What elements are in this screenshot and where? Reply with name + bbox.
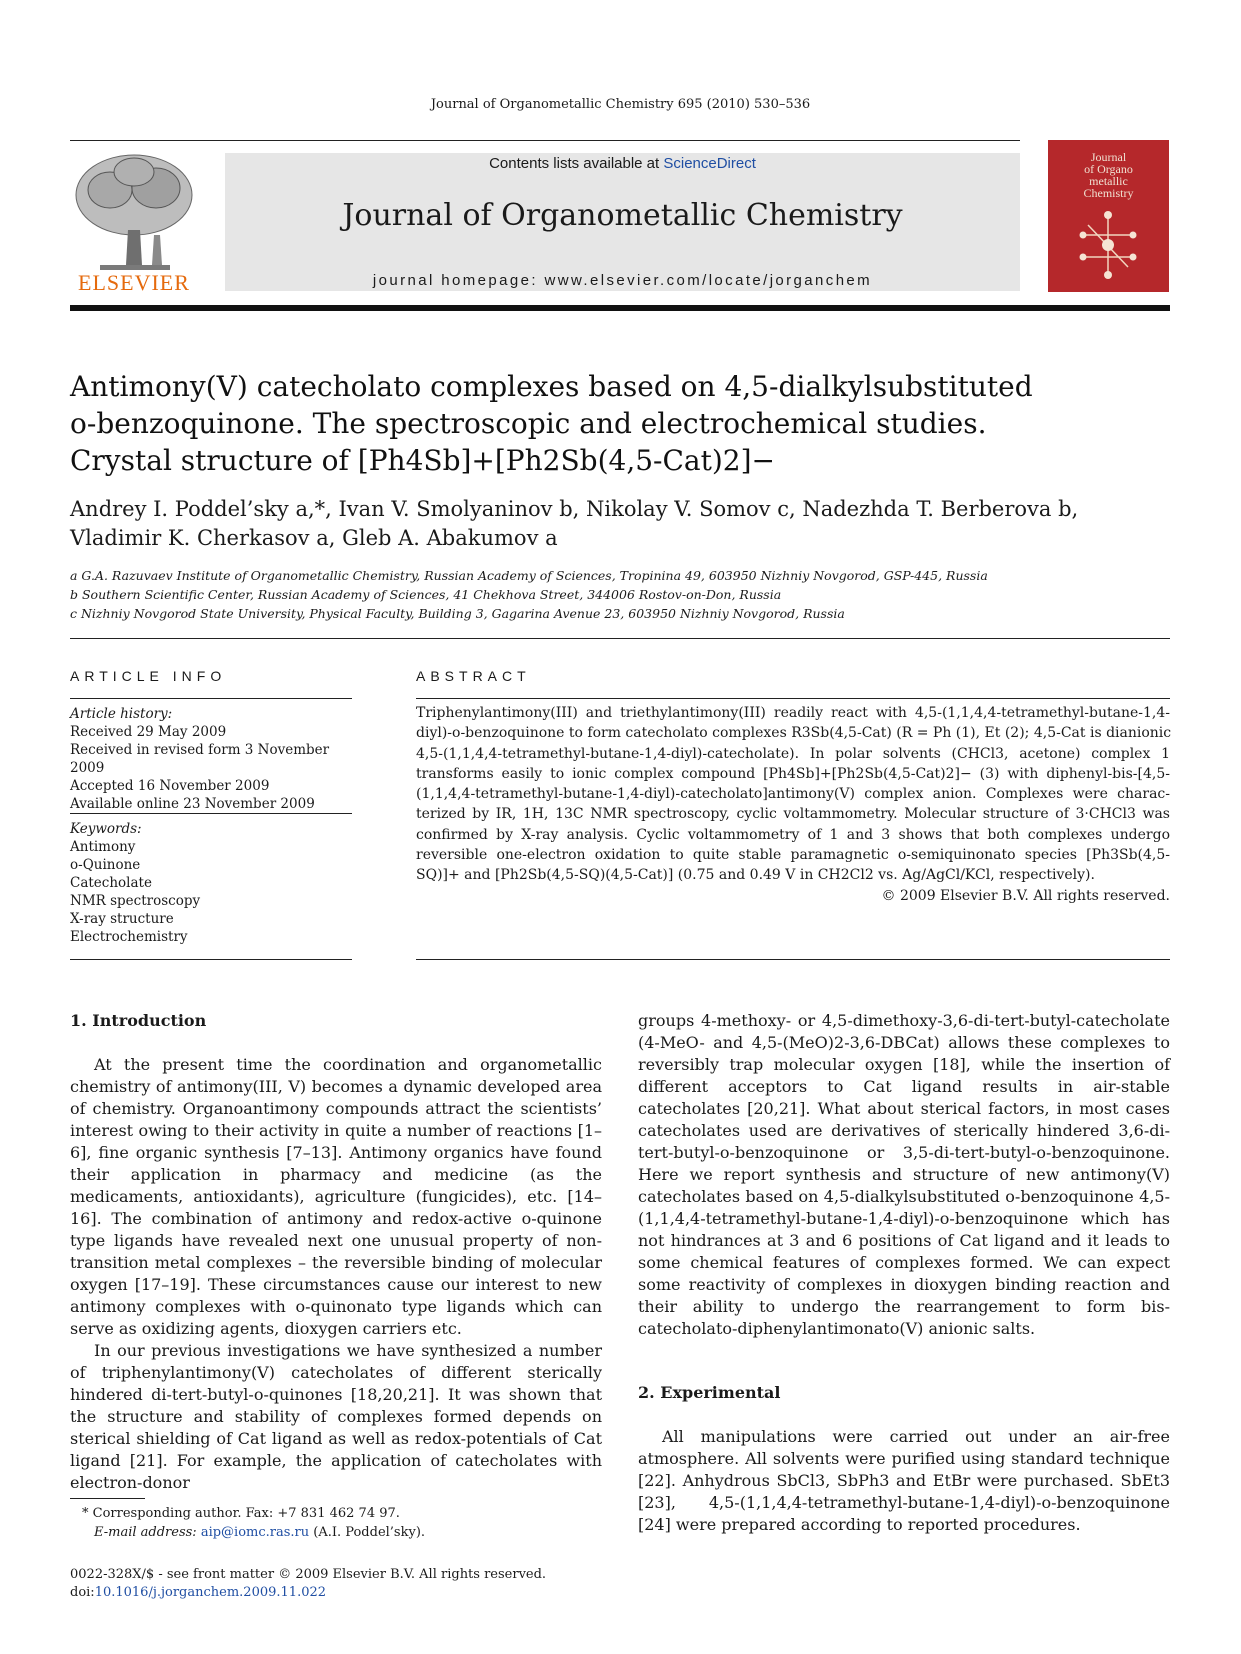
doi-link[interactable]: 10.1016/j.jorganchem.2009.11.022 bbox=[94, 1585, 327, 1600]
cover-line: Chemistry bbox=[1083, 186, 1134, 200]
experimental-paragraph: All manipulations were carried out under an air-free atmosphere. All solvents were purified using standard technique [22]. Anhydrous SbCl3, SbPh3 and EtBr were purchased. SbEt3 [23], 4,5-(1,1,4,4-tetramethyl-butane-1,4-diyl)-o-benzoquinone [24] were prepared according to reported procedures. bbox=[638, 1427, 1170, 1534]
abstract-line: 4,5-(1,1,4,4-tetramethyl-butane-1,4-diyl)-catecholate). In polar solvents (CHCl3, acetone) complex 1 bbox=[416, 745, 1170, 762]
article-title bbox=[70, 368, 1130, 479]
abstract-line: confirmed by X-ray analysis. Cyclic voltammometry of 1 and 3 shows that both complexes undergo bbox=[416, 826, 1170, 843]
keywords-label: Keywords: bbox=[70, 821, 142, 837]
abstract-top-rule bbox=[416, 698, 1170, 699]
abstract-bottom-rule bbox=[416, 959, 1170, 960]
footnote-rule bbox=[70, 1498, 145, 1499]
experimental-heading: 2. Experimental bbox=[638, 1383, 781, 1402]
keyword: Catecholate bbox=[70, 875, 152, 891]
article-info-heading: ARTICLE INFO bbox=[70, 668, 227, 684]
abstract-line: Triphenylantimony(III) and triethylantimony(III) readily react with 4,5-(1,1,4,4-tetramethyl-butane-1,4- bbox=[416, 705, 1170, 721]
cover-line: of Organo bbox=[1084, 162, 1133, 176]
keywords-block bbox=[70, 820, 360, 946]
keyword: NMR spectroscopy bbox=[70, 893, 201, 909]
abstract-heading: ABSTRACT bbox=[416, 668, 531, 684]
sciencedirect-link[interactable]: ScienceDirect bbox=[663, 155, 756, 172]
keywords-rule bbox=[70, 813, 352, 814]
email-link[interactable]: aip@iomc.ras.ru bbox=[200, 1525, 310, 1540]
body-left-column bbox=[70, 1010, 602, 1494]
abstract-line: (1,1,4,4-tetramethyl-butane-1,4-diyl)-catecholato]antimony(V) complex anion. Complexes were charac- bbox=[416, 786, 1170, 803]
affiliations bbox=[70, 566, 1170, 623]
email-label: E-mail address: bbox=[94, 1525, 201, 1540]
cover-line: Journal bbox=[1090, 150, 1127, 164]
elsevier-wordmark: ELSEVIER bbox=[78, 270, 190, 295]
title-line-1: Antimony(V) catecholato complexes based on 4,5-dialkylsubstituted bbox=[70, 370, 1033, 403]
keyword: o-Quinone bbox=[70, 857, 141, 873]
author-list bbox=[70, 495, 1170, 553]
title-line-3: Crystal structure of [Ph4Sb]+[Ph2Sb(4,5-Cat)2]− bbox=[70, 444, 776, 477]
abstract-line: terized by IR, 1H, 13C NMR spectroscopy, cyclic voltammometry. Molecular structure of 3·CHCl3 was bbox=[416, 806, 1170, 823]
section-rule bbox=[70, 638, 1170, 639]
journal-homepage[interactable]: journal homepage: www.elsevier.com/locate/jorganchem bbox=[372, 272, 873, 289]
keyword: X-ray structure bbox=[70, 911, 174, 927]
article-info-rule bbox=[70, 698, 352, 699]
header-thick-rule bbox=[70, 305, 1170, 311]
contents-prefix: Contents lists available at bbox=[489, 155, 664, 172]
keyword: Antimony bbox=[70, 839, 136, 855]
history-label: Article history: bbox=[70, 706, 173, 722]
article-history bbox=[70, 705, 360, 813]
corresponding-author: * Corresponding author. Fax: +7 831 462 74 97. bbox=[82, 1506, 400, 1521]
abstract-line: diyl)-o-benzoquinone to form catecholato complexes R3Sb(4,5-Cat) (R = Ph (1), Et (2); 4,5-Cat is dianionic bbox=[416, 725, 1172, 742]
journal-title: Journal of Organometallic Chemistry bbox=[342, 198, 903, 233]
authors-line-2: Vladimir K. Cherkasov a, Gleb A. Abakumov a bbox=[70, 526, 558, 550]
abstract-text bbox=[416, 703, 1170, 906]
abstract-copyright: © 2009 Elsevier B.V. All rights reserved. bbox=[881, 887, 1170, 904]
bottom-meta bbox=[70, 1566, 630, 1602]
article-info-bottom-rule bbox=[70, 959, 352, 960]
title-line-2: o-benzoquinone. The spectroscopic and electrochemical studies. bbox=[70, 407, 987, 440]
footnote bbox=[70, 1504, 590, 1542]
cover-line: metallic bbox=[1089, 174, 1128, 188]
history-item: Received 29 May 2009 bbox=[70, 724, 227, 740]
introduction-heading: 1. Introduction bbox=[70, 1011, 207, 1030]
issn-line: 0022-328X/$ - see front matter © 2009 Elsevier B.V. All rights reserved. bbox=[70, 1567, 547, 1582]
authors-line-1: Andrey I. Poddel’sky a,*, Ivan V. Smolyaninov b, Nikolay V. Somov c, Nadezhda T. Berberova b, bbox=[70, 497, 1079, 521]
history-item: Received in revised form 3 November 2009 bbox=[70, 742, 330, 776]
header-rule bbox=[70, 140, 1020, 141]
doi-prefix: doi: bbox=[70, 1585, 95, 1600]
journal-cover-title bbox=[1048, 151, 1169, 199]
cover-molecule-graphic bbox=[1068, 205, 1148, 285]
affiliation-c: c Nizhniy Novgorod State University, Physical Faculty, Building 3, Gagarina Avenue 23, 603950 Nizhniy Novgorod, Russia bbox=[70, 606, 845, 621]
running-head: Journal of Organometallic Chemistry 695 (2010) 530–536 bbox=[430, 97, 811, 112]
intro-paragraph-3: groups 4-methoxy- or 4,5-dimethoxy-3,6-di-tert-butyl-catecholate (4-MeO- and 4,5-(MeO)2-3,6-DBCat) allows these complexes to reversibly trap molecular oxygen [18], while the insertion of different acceptors to Cat ligand results in air-stable catecholates [20,21]. What about sterical factors, in most cases catecholates used are derivatives of sterically hindered 3,6-di-tert-butyl-o-benzoquinone or 3,5-di-tert-butyl-o-benzoquinone. Here we report synthesis and structure of new antimony(V) catecholates based on 4,5-dialkylsubstituted o-benzoquinone 4,5-(1,1,4,4-tetramethyl-butane-1,4-diyl)-o-benzoquinone which has not hindrances at 3 and 6 positions of Cat ligand and it leads to some chemical features of complexes formed. We can expect some reactivity of complexes in dioxygen binding reaction and their ability to undergo the rearrangement to form bis-catecholato-diphenylantimonato(V) anionic salts. bbox=[638, 1011, 1170, 1338]
keyword: Electrochemistry bbox=[70, 929, 188, 945]
history-item: Accepted 16 November 2009 bbox=[70, 778, 270, 794]
intro-paragraph-2: In our previous investigations we have synthesized a number of triphenylantimony(V) catecholates of different sterically hindered di-tert-butyl-o-quinones [18,20,21]. It was shown that the structure and stability of complexes formed depends on sterical shielding of Cat ligand as well as redox-potentials of Cat ligand [21]. For example, the application of catecholates with electron-donor bbox=[70, 1341, 602, 1492]
intro-paragraph-1: At the present time the coordination and organometallic chemistry of antimony(III, V) becomes a dynamic developed area of chemistry. Organoantimony compounds attract the scientists’ interest owing to their activity in quite a number of reactions [1–6], fine organic synthesis [7–13]. Antimony organics have found their application in pharmacy and medicine (as the medicaments, antioxidants), agriculture (fungicides), etc. [14–16]. The combination of antimony and redox-active o-quinone type ligands have revealed next one unusual property of non-transition metal complexes – the reversible binding of molecular oxygen [17–19]. These circumstances cause our interest to new antimony complexes with o-quinonato type ligands which can serve as oxidizing agents, dioxygen carriers etc. bbox=[70, 1055, 602, 1338]
abstract-line: SQ)]+ and [Ph2Sb(4,5-SQ)(4,5-Cat)] (0.75 and 0.49 V in CH2Cl2 vs. Ag/AgCl/KCl, respectively). bbox=[416, 867, 1095, 884]
abstract-line: reversible one-electron oxidation to quite stable paramagnetic o-semiquinonato species [Ph3Sb(4,5- bbox=[416, 847, 1170, 864]
body-right-column bbox=[638, 1010, 1170, 1536]
affiliation-b: b Southern Scientific Center, Russian Academy of Sciences, 41 Chekhova Street, 344006 Rostov-on-Don, Russia bbox=[70, 587, 782, 602]
history-item: Available online 23 November 2009 bbox=[70, 796, 315, 812]
abstract-line: transforms easily to ionic complex compound [Ph4Sb]+[Ph2Sb(4,5-Cat)2]− (3) with diphenyl-bis-[4,5- bbox=[416, 765, 1170, 782]
affiliation-a: a G.A. Razuvaev Institute of Organometallic Chemistry, Russian Academy of Sciences, Tropinina 49, 603950 Nizhniy Novgorod, GSP-445, Russia bbox=[70, 568, 988, 583]
contents-line bbox=[225, 155, 1020, 172]
email-suffix: (A.I. Poddel’sky). bbox=[309, 1525, 426, 1540]
